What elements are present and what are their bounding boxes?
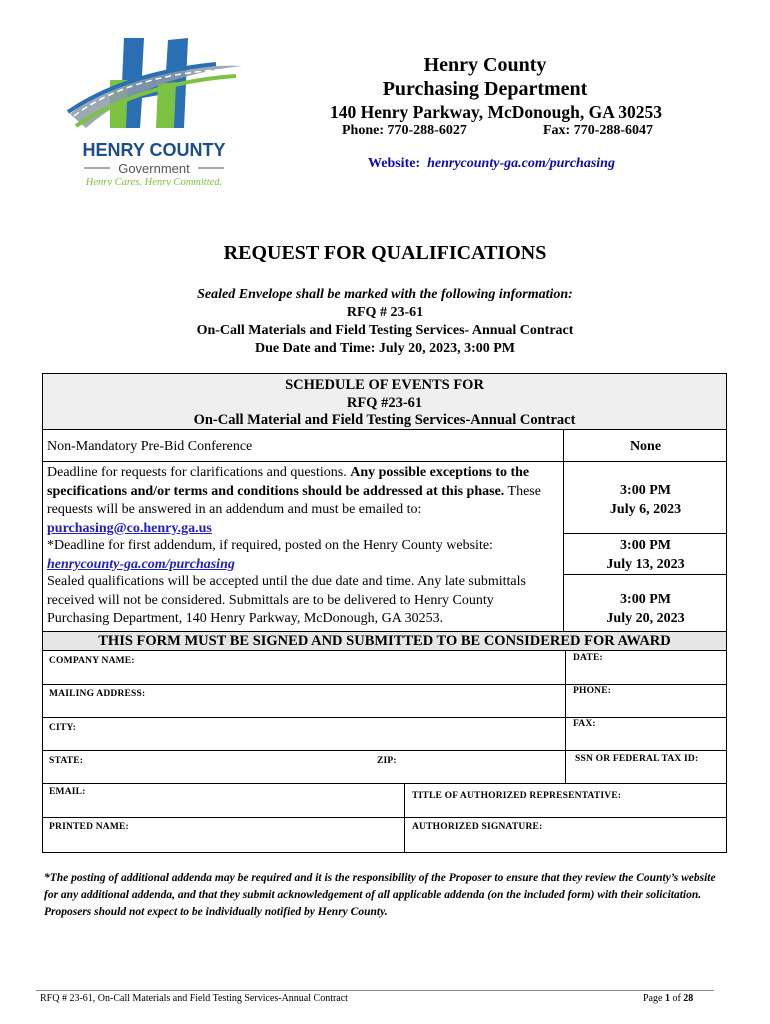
- authorized-signature-field[interactable]: [550, 819, 724, 851]
- exceptions-note: Any possible exceptions to the specifications and/or terms and conditions should be addressed at this phase.: [47, 465, 530, 499]
- form-row-divider: [42, 783, 727, 784]
- date-label: DATE:: [573, 653, 603, 663]
- due-date: Due Date and Time: July 20, 2023, 3:00 PM: [254, 341, 516, 356]
- schedule-value-prebid: None: [629, 439, 662, 454]
- header-address: 140 Henry Parkway, McDonough, GA 30253: [330, 102, 663, 122]
- envelope-instruction: Sealed Envelope shall be marked with the following information:: [197, 287, 573, 302]
- logo-subline: Government: [118, 161, 190, 176]
- schedule-row-divider: [43, 461, 726, 462]
- tax-id-label: SSN OR FEDERAL TAX ID:: [575, 754, 699, 764]
- addendum-note: These requests will be answered in an addendum and must be emailed to:: [47, 483, 541, 517]
- company-name-label: COMPANY NAME:: [49, 656, 135, 666]
- schedule-value-addendum: [564, 537, 727, 574]
- rfq-number: RFQ # 23-61: [346, 305, 424, 320]
- mailing-address-field[interactable]: [160, 686, 560, 716]
- schedule-value-clarifications: [564, 482, 727, 519]
- footer-document-name: RFQ # 23-61, On-Call Materials and Field Testing Services-Annual Contract: [40, 993, 348, 1004]
- footer-page-number: [643, 993, 693, 1004]
- purchasing-email-link[interactable]: purchasing@co.henry.ga.us: [47, 520, 212, 536]
- addendum-date: July 13, 2023: [606, 556, 685, 572]
- header-fax: Fax: 770-288-6047: [543, 123, 654, 138]
- schedule-event-addendum: [47, 537, 559, 574]
- form-row-divider: [42, 717, 727, 718]
- addenda-note: *The posting of additional addenda may be required and it is the responsibility of the Proposer to ensure that they review the County’s website for any additional addenda, and that they submit acknowledgement of all applicable addenda (on the included form) with their solicitation. Proposers should not expect to be individually notified by Henry County.: [44, 872, 716, 918]
- mailing-address-label: MAILING ADDRESS:: [49, 689, 146, 699]
- henry-county-logo: [66, 36, 242, 186]
- authorized-signature-label: AUTHORIZED SIGNATURE:: [412, 822, 543, 832]
- schedule-cell-divider: [563, 574, 727, 575]
- company-name-field[interactable]: [152, 652, 560, 682]
- addendum-time: 3:00 PM: [620, 538, 671, 553]
- page-total: 28: [683, 993, 694, 1004]
- website-link[interactable]: henrycounty-ga.com/purchasing: [427, 156, 615, 171]
- header-website: [368, 156, 615, 172]
- state-field[interactable]: [95, 752, 365, 782]
- form-row-divider: [42, 750, 727, 751]
- schedule-heading: SCHEDULE OF EVENTS FOR: [285, 377, 484, 393]
- schedule-header: [43, 374, 726, 430]
- county-website-link[interactable]: henrycounty-ga.com/purchasing: [47, 556, 235, 572]
- schedule-cell-divider: [563, 533, 727, 534]
- schedule-subject: On-Call Material and Field Testing Services-Annual Contract: [193, 412, 576, 428]
- email-label: EMAIL:: [49, 787, 86, 797]
- phone-field[interactable]: [618, 686, 724, 716]
- submission-date: July 20, 2023: [606, 610, 685, 626]
- form-row-divider: [42, 684, 727, 685]
- zip-field[interactable]: [402, 752, 560, 782]
- date-field[interactable]: [608, 652, 724, 682]
- logo-tagline: Henry Cares. Henry Committed.: [85, 177, 223, 186]
- title-representative-field[interactable]: [412, 803, 724, 816]
- schedule-rfq: RFQ #23-61: [346, 395, 423, 411]
- fax-field[interactable]: [605, 719, 724, 749]
- fax-label: FAX:: [573, 719, 596, 729]
- clarification-deadline: Deadline for requests for clarifications and questions.: [47, 465, 351, 480]
- page-current: 1: [664, 993, 670, 1004]
- submission-time: 3:00 PM: [620, 592, 671, 607]
- page-of: of: [669, 993, 684, 1004]
- form-column-divider: [404, 783, 405, 853]
- logo-graphic: [66, 36, 242, 186]
- page-label: Page: [643, 993, 665, 1004]
- email-field[interactable]: [92, 785, 402, 815]
- form-column-divider: [565, 650, 566, 783]
- schedule-event-prebid: Non-Mandatory Pre-Bid Conference: [47, 439, 253, 454]
- form-row-divider: [42, 817, 727, 818]
- rfq-subject: On-Call Materials and Field Testing Services- Annual Contract: [196, 323, 574, 338]
- city-label: CITY:: [49, 723, 77, 733]
- form-heading: THIS FORM MUST BE SIGNED AND SUBMITTED TO BE CONSIDERED FOR AWARD: [42, 632, 727, 650]
- clarification-time: 3:00 PM: [620, 483, 671, 498]
- schedule-value-submission: [564, 591, 727, 628]
- printed-name-label: PRINTED NAME:: [49, 822, 129, 832]
- schedule-event-clarifications: [47, 464, 559, 538]
- phone-label: PHONE:: [573, 686, 612, 696]
- tax-id-field[interactable]: [567, 768, 725, 782]
- schedule-event-submission: Sealed qualifications will be accepted until the due date and time. Any late submittals received will not be considered. Submittals are to be delivered to Henry County Purchasing Department, 140 Henry Parkway, McDonough, GA 30253.: [47, 574, 526, 626]
- addendum-deadline: *Deadline for first addendum, if required, posted on the Henry County website:: [47, 538, 493, 553]
- clarification-date: July 6, 2023: [609, 501, 682, 517]
- logo-name: HENRY COUNTY: [82, 140, 226, 160]
- title-representative-label: TITLE OF AUTHORIZED REPRESENTATIVE:: [412, 791, 622, 801]
- city-field[interactable]: [90, 719, 560, 749]
- header-title-county: Henry County: [423, 54, 547, 76]
- zip-label: ZIP:: [377, 756, 397, 766]
- printed-name-field[interactable]: [140, 819, 402, 851]
- document-title: REQUEST FOR QUALIFICATIONS: [223, 242, 547, 264]
- website-label: Website:: [368, 156, 421, 171]
- state-label: STATE:: [49, 756, 84, 766]
- footer-divider: [36, 990, 714, 991]
- header-title-department: Purchasing Department: [382, 78, 588, 100]
- header-phone: Phone: 770-288-6027: [342, 123, 467, 138]
